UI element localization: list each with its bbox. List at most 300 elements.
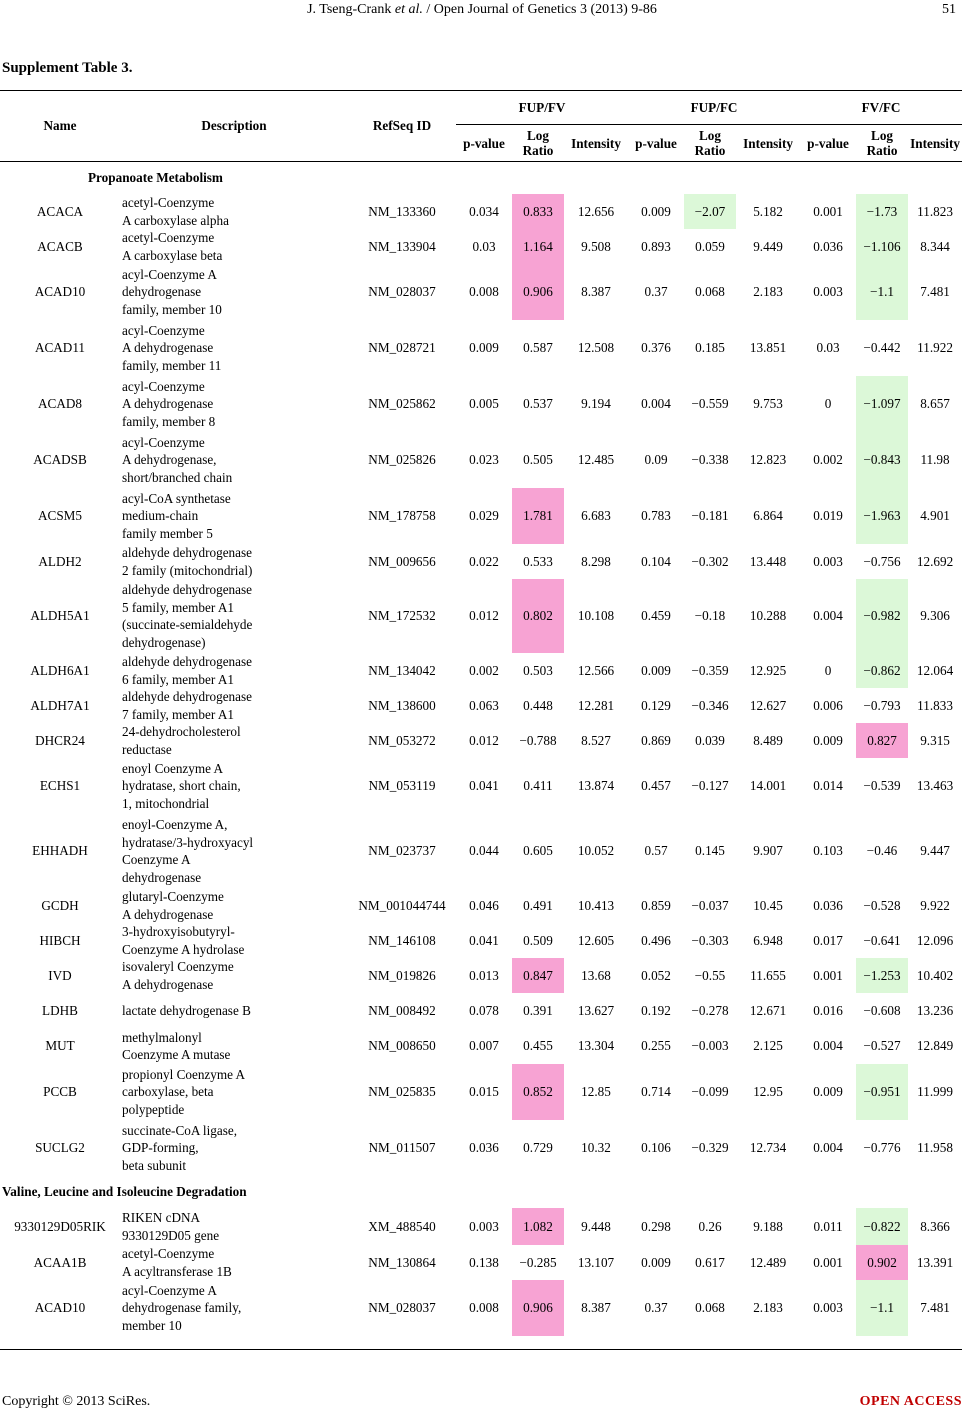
value-cell: 0.729 <box>523 1140 553 1156</box>
value-cell: 8.527 <box>581 732 611 748</box>
value-cell: 12.85 <box>581 1084 611 1100</box>
value-cell: 12.671 <box>749 1002 787 1018</box>
value-cell: −0.46 <box>866 843 898 859</box>
value-cell: 0.003 <box>813 553 843 569</box>
value-cell: 10.108 <box>577 608 615 624</box>
value-cell: 0.036 <box>469 1140 499 1156</box>
gene-name-cell: ALDH6A1 <box>30 662 90 678</box>
value-cell: −2.07 <box>684 194 736 229</box>
value-cell: 9.922 <box>920 897 950 913</box>
running-head <box>0 2 964 18</box>
value-cell: 10.052 <box>577 843 615 859</box>
gene-name-cell: ALDH7A1 <box>30 697 90 713</box>
value-cell: 0.019 <box>813 508 843 524</box>
value-cell: 0.503 <box>523 662 553 678</box>
value-cell: 8.387 <box>581 284 611 300</box>
value-cell: 0.002 <box>469 662 499 678</box>
value-cell: 12.656 <box>577 203 615 219</box>
value-cell: 0.016 <box>813 1002 843 1018</box>
value-cell: 0.009 <box>813 732 843 748</box>
description-cell: acetyl-Coenzyme A carboxylase beta <box>122 230 223 263</box>
footer-open-access: OPEN ACCESS <box>859 1394 962 1409</box>
value-cell: 9.508 <box>581 238 611 254</box>
table-row <box>0 923 962 958</box>
value-cell: −0.539 <box>863 778 901 794</box>
gene-name-cell: ACACA <box>36 203 84 219</box>
value-cell: 0.008 <box>469 284 499 300</box>
value-cell: 0.007 <box>469 1038 499 1054</box>
value-cell: 12.692 <box>916 553 954 569</box>
value-cell: 10.45 <box>753 897 783 913</box>
description-cell: acyl-Coenzyme A dehydrogenase family, member 11 <box>122 322 222 373</box>
value-cell: 13.627 <box>577 1002 615 1018</box>
col-group-fup-fc: FUP/FC <box>628 91 800 125</box>
value-cell: 0.893 <box>641 238 671 254</box>
table-title: Supplement Table 3. <box>2 60 133 76</box>
table-bottom-rule <box>0 1349 962 1350</box>
value-cell: 12.566 <box>577 662 615 678</box>
value-cell: −0.55 <box>694 967 726 983</box>
value-cell: 0.411 <box>523 778 553 794</box>
description-cell: lactate dehydrogenase B <box>122 1002 251 1018</box>
value-cell: 0.03 <box>816 340 840 356</box>
value-cell: 11.823 <box>917 203 953 219</box>
table-row <box>0 264 962 320</box>
table-row <box>0 320 962 376</box>
value-cell: 0.078 <box>469 1002 499 1018</box>
value-cell: −1.097 <box>856 376 908 432</box>
col-subheader: p-value <box>800 125 856 162</box>
refseq-cell: XM_488540 <box>368 1218 436 1234</box>
value-cell: 0.533 <box>523 553 553 569</box>
value-cell: −0.278 <box>691 1002 729 1018</box>
value-cell: 0.145 <box>695 843 725 859</box>
refseq-cell: NM_025826 <box>368 452 436 468</box>
refseq-cell: NM_133360 <box>368 203 436 219</box>
value-cell: 0.011 <box>813 1218 843 1234</box>
value-cell: 0.003 <box>813 284 843 300</box>
col-subheader: Log Ratio <box>684 125 736 162</box>
col-header-refseq: RefSeq ID <box>348 91 456 162</box>
gene-name-cell: ACAD10 <box>34 1300 86 1316</box>
table-row <box>0 579 962 653</box>
value-cell: 0.605 <box>523 843 553 859</box>
value-cell: 0.001 <box>813 967 843 983</box>
value-cell: 0.859 <box>641 897 671 913</box>
table-row <box>0 1064 962 1120</box>
value-cell: 1.164 <box>512 229 564 264</box>
value-cell: 13.874 <box>577 778 615 794</box>
value-cell: −0.285 <box>519 1254 557 1270</box>
table-row <box>0 488 962 544</box>
value-cell: 12.823 <box>749 452 787 468</box>
refseq-cell: NM_134042 <box>368 662 436 678</box>
refseq-cell: NM_025862 <box>368 396 436 412</box>
value-cell: 13.463 <box>916 778 954 794</box>
gene-name-cell: EHHADH <box>32 843 88 859</box>
table-row <box>0 688 962 723</box>
table-row <box>0 1280 962 1336</box>
value-cell: 0.003 <box>469 1218 499 1234</box>
refseq-cell: NM_053272 <box>368 732 436 748</box>
value-cell: 1.781 <box>512 488 564 544</box>
table-row <box>0 1245 962 1280</box>
table-row <box>0 1208 962 1245</box>
refseq-cell: NM_053119 <box>368 778 436 794</box>
value-cell: 11.922 <box>917 340 953 356</box>
value-cell: 0.046 <box>469 897 499 913</box>
value-cell: 0.041 <box>469 932 499 948</box>
refseq-cell: NM_023737 <box>368 843 436 859</box>
value-cell: 6.683 <box>581 508 611 524</box>
col-subheader: Log Ratio <box>856 125 908 162</box>
value-cell: 0.537 <box>523 396 553 412</box>
value-cell: −0.843 <box>856 432 908 488</box>
supplement-table <box>0 90 962 1336</box>
value-cell: 0.001 <box>813 1254 843 1270</box>
description-cell: acyl-CoA synthetase medium-chain family member 5 <box>122 490 231 541</box>
value-cell: 0.012 <box>469 608 499 624</box>
value-cell: 9.315 <box>920 732 950 748</box>
col-header-name: Name <box>0 91 120 162</box>
refseq-cell: NM_178758 <box>368 508 436 524</box>
value-cell: 12.734 <box>749 1140 787 1156</box>
value-cell: −0.18 <box>694 608 726 624</box>
gene-name-cell: ACAD8 <box>38 396 82 412</box>
value-cell: −0.559 <box>691 396 729 412</box>
value-cell: 0.052 <box>641 967 671 983</box>
value-cell: 11.958 <box>917 1140 953 1156</box>
value-cell: 14.001 <box>749 778 787 794</box>
value-cell: 0.57 <box>644 843 668 859</box>
value-cell: 0.036 <box>813 238 843 254</box>
value-cell: 0.009 <box>813 1084 843 1100</box>
value-cell: 12.508 <box>577 340 615 356</box>
value-cell: 0.714 <box>641 1084 671 1100</box>
value-cell: 0.496 <box>641 932 671 948</box>
value-cell: 0.902 <box>856 1245 908 1280</box>
value-cell: −1.963 <box>856 488 908 544</box>
value-cell: −0.346 <box>691 697 729 713</box>
value-cell: 4.901 <box>920 508 950 524</box>
value-cell: 11.833 <box>917 697 953 713</box>
value-cell: 9.448 <box>581 1218 611 1234</box>
value-cell: 0.006 <box>813 697 843 713</box>
value-cell: 0.005 <box>469 396 499 412</box>
description-cell: acyl-Coenzyme A dehydrogenase family, member 10 <box>122 1282 242 1333</box>
gene-name-cell: HIBCH <box>39 932 81 948</box>
value-cell: −1.253 <box>856 958 908 993</box>
value-cell: 1.082 <box>512 1208 564 1245</box>
value-cell: 0.023 <box>469 452 499 468</box>
gene-name-cell: MUT <box>45 1038 75 1054</box>
refseq-cell: NM_172532 <box>368 608 436 624</box>
value-cell: 0.192 <box>641 1002 671 1018</box>
value-cell: −1.1 <box>856 264 908 320</box>
value-cell: 0.455 <box>523 1038 553 1054</box>
value-cell: −0.776 <box>863 1140 901 1156</box>
col-subheader: p-value <box>628 125 684 162</box>
value-cell: −0.037 <box>691 897 729 913</box>
value-cell: −0.756 <box>863 553 901 569</box>
description-cell: acyl-Coenzyme A dehydrogenase family, member 10 <box>122 266 222 317</box>
description-cell: 3-hydroxyisobutyryl- Coenzyme A hydrolase <box>122 924 245 957</box>
value-cell: 0.185 <box>695 340 725 356</box>
value-cell: 7.481 <box>920 1300 950 1316</box>
value-cell: 0.009 <box>641 1254 671 1270</box>
description-cell: propionyl Coenzyme A carboxylase, beta polypeptide <box>122 1066 246 1117</box>
value-cell: 10.32 <box>581 1140 611 1156</box>
value-cell: 0.104 <box>641 553 671 569</box>
value-cell: 0.001 <box>813 203 843 219</box>
value-cell: 0.063 <box>469 697 499 713</box>
value-cell: 0.039 <box>695 732 725 748</box>
value-cell: 12.605 <box>577 932 615 948</box>
gene-name-cell: ACAD10 <box>34 284 86 300</box>
value-cell: 10.288 <box>749 608 787 624</box>
value-cell: 10.402 <box>916 967 954 983</box>
gene-name-cell: ACADSB <box>33 452 87 468</box>
description-cell: aldehyde dehydrogenase 6 family, member A1 <box>122 654 252 687</box>
value-cell: 0 <box>824 662 832 678</box>
gene-name-cell: ECHS1 <box>39 778 81 794</box>
value-cell: 5.182 <box>753 203 783 219</box>
value-cell: 6.864 <box>753 508 783 524</box>
value-cell: −0.302 <box>691 553 729 569</box>
value-cell: 0.783 <box>641 508 671 524</box>
description-cell: methylmalonyl Coenzyme A mutase <box>122 1029 231 1062</box>
value-cell: 8.489 <box>753 732 783 748</box>
table-row <box>0 1120 962 1176</box>
value-cell: 12.925 <box>749 662 787 678</box>
refseq-cell: NM_019826 <box>368 967 436 983</box>
gene-name-cell: ALDH2 <box>38 553 82 569</box>
value-cell: −0.303 <box>691 932 729 948</box>
value-cell: 0.376 <box>641 340 671 356</box>
col-group-fup-fv: FUP/FV <box>456 91 628 125</box>
value-cell: 0.587 <box>523 340 553 356</box>
value-cell: 0.26 <box>698 1218 722 1234</box>
value-cell: −0.338 <box>691 452 729 468</box>
section-header-row <box>0 162 962 195</box>
value-cell: 0.827 <box>856 723 908 758</box>
gene-name-cell: GCDH <box>41 897 79 913</box>
refseq-cell: NM_130864 <box>368 1254 436 1270</box>
value-cell: −1.106 <box>856 229 908 264</box>
refseq-cell: NM_138600 <box>368 697 436 713</box>
section-title: Valine, Leucine and Isoleucine Degradation <box>2 1184 247 1200</box>
value-cell: 13.236 <box>916 1002 954 1018</box>
value-cell: 0.03 <box>472 238 496 254</box>
value-cell: 0.103 <box>813 843 843 859</box>
refseq-cell: NM_146108 <box>368 932 436 948</box>
table-row <box>0 544 962 579</box>
value-cell: −0.788 <box>519 732 557 748</box>
value-cell: 0.009 <box>641 662 671 678</box>
running-head-text: J. Tseng-Crank et al. / Open Journal of Genetics 3 (2013) 9-86 <box>307 2 657 17</box>
value-cell: −0.099 <box>691 1084 729 1100</box>
value-cell: 0.013 <box>469 967 499 983</box>
value-cell: 7.481 <box>920 284 950 300</box>
gene-name-cell: ACAA1B <box>33 1254 87 1270</box>
value-cell: −1.1 <box>856 1280 908 1336</box>
value-cell: 9.188 <box>753 1218 783 1234</box>
refseq-cell: NM_133904 <box>368 238 436 254</box>
value-cell: 0.106 <box>641 1140 671 1156</box>
gene-name-cell: ACSM5 <box>38 508 82 524</box>
table-row <box>0 758 962 814</box>
value-cell: 13.851 <box>749 340 787 356</box>
value-cell: 0 <box>824 396 832 412</box>
value-cell: −0.641 <box>863 932 901 948</box>
value-cell: 0.002 <box>813 452 843 468</box>
value-cell: 0.852 <box>512 1064 564 1120</box>
value-cell: 12.489 <box>749 1254 787 1270</box>
value-cell: 12.096 <box>916 932 954 948</box>
refseq-cell: NM_025835 <box>368 1084 436 1100</box>
value-cell: 13.391 <box>916 1254 954 1270</box>
table-row <box>0 229 962 264</box>
value-cell: −0.003 <box>691 1038 729 1054</box>
value-cell: 0.37 <box>644 284 668 300</box>
gene-name-cell: ALDH5A1 <box>30 608 90 624</box>
table-row <box>0 1028 962 1064</box>
value-cell: 12.849 <box>916 1038 954 1054</box>
page-number: 51 <box>942 2 956 17</box>
value-cell: 0.044 <box>469 843 499 859</box>
value-cell: 11.98 <box>920 452 950 468</box>
value-cell: 2.125 <box>753 1038 783 1054</box>
gene-name-cell: IVD <box>48 967 72 983</box>
value-cell: −0.951 <box>856 1064 908 1120</box>
value-cell: 0.617 <box>695 1254 725 1270</box>
description-cell: aldehyde dehydrogenase 2 family (mitochondrial) <box>122 545 253 578</box>
value-cell: 8.344 <box>920 238 950 254</box>
value-cell: 0.457 <box>641 778 671 794</box>
table-row <box>0 376 962 432</box>
table-row <box>0 653 962 688</box>
value-cell: −0.982 <box>856 579 908 653</box>
value-cell: 10.413 <box>577 897 615 913</box>
value-cell: 0.034 <box>469 203 499 219</box>
refseq-cell: NM_028037 <box>368 1300 436 1316</box>
value-cell: 0.017 <box>813 932 843 948</box>
value-cell: 9.449 <box>753 238 783 254</box>
gene-name-cell: ACACB <box>37 238 83 254</box>
value-cell: 13.107 <box>577 1254 615 1270</box>
value-cell: −0.181 <box>691 508 729 524</box>
value-cell: 0.068 <box>695 284 725 300</box>
description-cell: glutaryl-Coenzyme A dehydrogenase <box>122 889 224 922</box>
table-row <box>0 723 962 758</box>
value-cell: 0.004 <box>813 1140 843 1156</box>
value-cell: 0.004 <box>641 396 671 412</box>
description-cell: aldehyde dehydrogenase 7 family, member A1 <box>122 689 252 722</box>
col-subheader: p-value <box>456 125 512 162</box>
refseq-cell: NM_009656 <box>368 553 436 569</box>
refseq-cell: NM_001044744 <box>358 897 446 913</box>
value-cell: 0.906 <box>512 264 564 320</box>
value-cell: 0.391 <box>523 1002 553 1018</box>
refseq-cell: NM_028721 <box>368 340 436 356</box>
description-cell: RIKEN cDNA 9330129D05 gene <box>122 1210 220 1243</box>
col-subheader: Intensity <box>564 125 628 162</box>
value-cell: 0.847 <box>512 958 564 993</box>
value-cell: 2.183 <box>753 284 783 300</box>
value-cell: 13.304 <box>577 1038 615 1054</box>
section-header-row <box>0 1176 962 1208</box>
value-cell: 0.138 <box>469 1254 499 1270</box>
table-row <box>0 958 962 993</box>
value-cell: −0.608 <box>863 1002 901 1018</box>
value-cell: −0.822 <box>856 1208 908 1245</box>
value-cell: 0.491 <box>523 897 553 913</box>
value-cell: 0.255 <box>641 1038 671 1054</box>
refseq-cell: NM_008650 <box>368 1038 436 1054</box>
gene-name-cell: ACAD11 <box>34 340 86 356</box>
description-cell: succinate-CoA ligase, GDP-forming, beta subunit <box>122 1122 237 1173</box>
value-cell: 0.37 <box>644 1300 668 1316</box>
value-cell: −0.442 <box>863 340 901 356</box>
gene-name-cell: SUCLG2 <box>35 1140 85 1156</box>
col-subheader: Intensity <box>908 125 962 162</box>
col-header-description: Description <box>120 91 348 162</box>
table-row <box>0 993 962 1028</box>
value-cell: 8.387 <box>581 1300 611 1316</box>
value-cell: 8.298 <box>581 553 611 569</box>
value-cell: −1.73 <box>856 194 908 229</box>
value-cell: 0.015 <box>469 1084 499 1100</box>
value-cell: 0.505 <box>523 452 553 468</box>
value-cell: 0.008 <box>469 1300 499 1316</box>
value-cell: 0.509 <box>523 932 553 948</box>
gene-name-cell: DHCR24 <box>35 732 85 748</box>
description-cell: acyl-Coenzyme A dehydrogenase family, member 8 <box>122 378 216 429</box>
value-cell: 0.041 <box>469 778 499 794</box>
value-cell: 0.448 <box>523 697 553 713</box>
gene-name-cell: LDHB <box>42 1002 78 1018</box>
table-row <box>0 814 962 888</box>
value-cell: −0.527 <box>863 1038 901 1054</box>
description-cell: isovaleryl Coenzyme A dehydrogenase <box>122 959 234 992</box>
table-row <box>0 888 962 923</box>
value-cell: 12.627 <box>749 697 787 713</box>
value-cell: 9.753 <box>753 396 783 412</box>
value-cell: 8.366 <box>920 1218 950 1234</box>
value-cell: −0.862 <box>856 653 908 688</box>
col-subheader: Log Ratio <box>512 125 564 162</box>
value-cell: 0.029 <box>469 508 499 524</box>
refseq-cell: NM_028037 <box>368 284 436 300</box>
value-cell: 9.907 <box>753 843 783 859</box>
value-cell: 12.485 <box>577 452 615 468</box>
value-cell: −0.528 <box>863 897 901 913</box>
value-cell: 0.459 <box>641 608 671 624</box>
refseq-cell: NM_011507 <box>368 1140 436 1156</box>
value-cell: 0.068 <box>695 1300 725 1316</box>
col-group-fv-fc: FV/FC <box>800 91 962 125</box>
value-cell: 0.014 <box>813 778 843 794</box>
col-subheader: Intensity <box>736 125 800 162</box>
refseq-cell: NM_008492 <box>368 1002 436 1018</box>
gene-name-cell: 9330129D05RIK <box>14 1218 106 1234</box>
value-cell: 2.183 <box>753 1300 783 1316</box>
value-cell: 9.194 <box>581 396 611 412</box>
description-cell: aldehyde dehydrogenase 5 family, member A1 (succinate-semialdehyde dehydrogenase) <box>122 582 253 650</box>
section-title: Propanoate Metabolism <box>88 170 223 186</box>
value-cell: 9.447 <box>920 843 950 859</box>
value-cell: 11.655 <box>750 967 786 983</box>
